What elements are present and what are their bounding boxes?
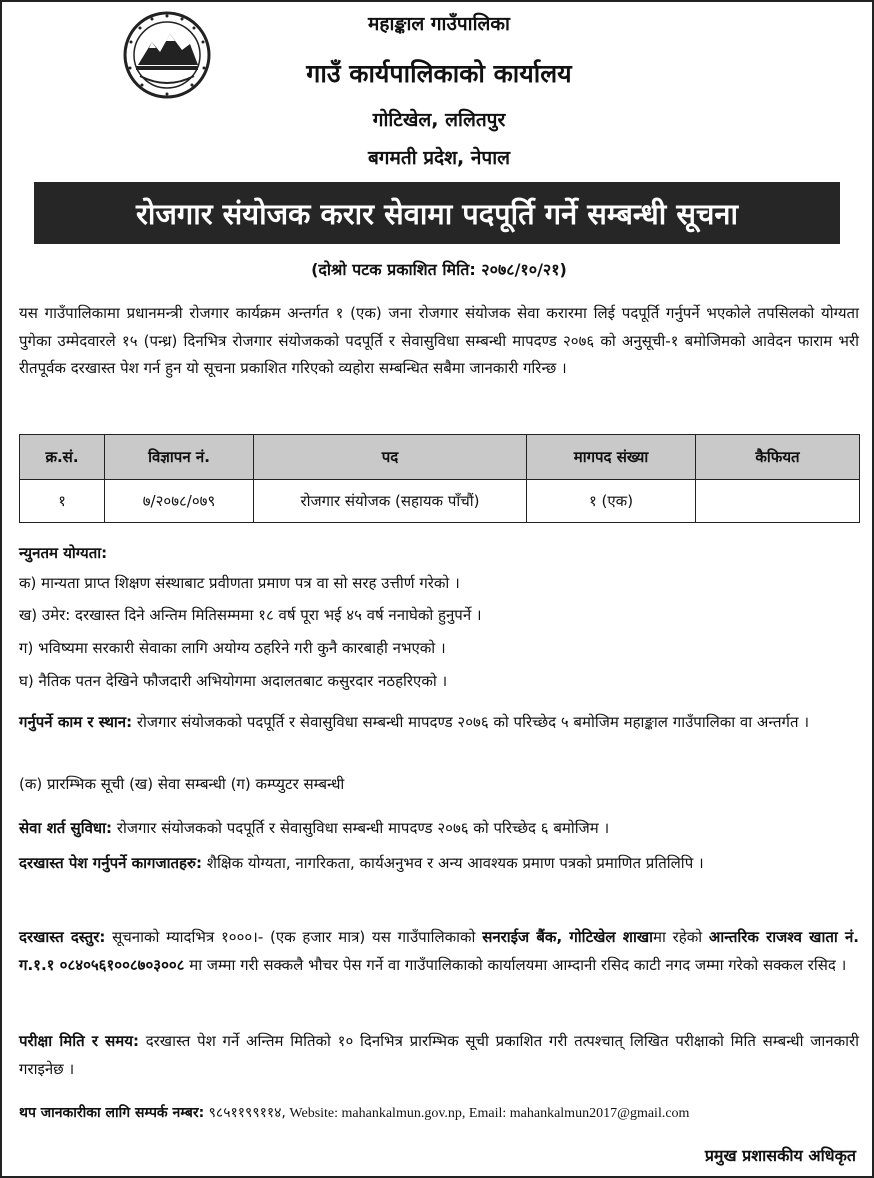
documents-section (19, 850, 859, 878)
notice-title-banner (34, 182, 840, 244)
fee-label: दरखास्त दस्तुर: (19, 928, 106, 946)
col-header-ad-no: विज्ञापन नं. (105, 435, 254, 480)
work-section (19, 709, 859, 737)
exam-section (19, 1028, 859, 1083)
service-section (19, 815, 859, 843)
province-country: बगमती प्रदेश, नेपाल (367, 147, 511, 169)
municipality-name: महाङ्काल गाउँपालिका (368, 13, 510, 35)
cell-quantity: १ (एक) (527, 480, 696, 523)
work-list: (क) प्रारम्भिक सूची (ख) सेवा सम्बन्धी (ग) कम्प्युटर सम्बन्धी (19, 775, 345, 793)
signatory: प्रमुख प्रशासकीय अधिकृत (704, 1146, 856, 1165)
table-header-row (20, 435, 860, 480)
documents-text: शैक्षिक योग्यता, नागरिकता, कार्यअनुभव र अन्य आवश्यक प्रमाण पत्रको प्रमाणित प्रतिलिपि । (202, 854, 704, 872)
contact-label: थप जानकारीका लागि सम्पर्क नम्बर: (19, 1105, 205, 1121)
col-header-quantity: मागपद संख्या (527, 435, 696, 480)
account-number: आन्तरिक राजश्व खाता नं. ग.१.१ ०८४०५६१००८७०३००८ (19, 928, 859, 974)
qualification-item: क) मान्यता प्राप्त शिक्षण संस्थाबाट प्रवीणता प्रमाण पत्र वा सो सरह उत्तीर्ण गरेको । (19, 574, 460, 592)
office-name: गाउँ कार्यपालिकाको कार्यालय (306, 59, 572, 88)
qualification-item: घ) नैतिक पतन देखिने फौजदारी अभियोगमा अदालतबाट कसुरदार नठहरिएको । (19, 672, 448, 690)
col-header-remarks: कैफियत (696, 435, 860, 480)
bank-branch: सनराईज बैंक, गोटिखेल शाखा (482, 928, 654, 946)
col-header-sn: क्र.सं. (20, 435, 105, 480)
vacancy-table (19, 434, 860, 523)
contact-phone: ९८५११९९११४, (204, 1105, 286, 1121)
intro-paragraph: यस गाउँपालिकामा प्रधानमन्त्री रोजगार कार्यक्रम अन्तर्गत १ (एक) जना रोजगार संयोजक सेवा करारमा लिई पदपूर्ति गर्नुपर्ने भएकोले तपसिलको योग्यता पुगेका उम्मेदवारले १५ (पन्ध्र) दिनभित्र रोजगार संयोजकको पदपूर्ति र सेवासुविधा सम्बन्धी मापदण्ड २०७६ को अनुसूची-१ बमोजिमको आवेदन फाराम भरी रीतपूर्वक दरखास्त पेश गर्न हुन यो सूचना प्रकाशित गरिएको व्यहोरा सम्बन्धित सबैमा जानकारी गरिन्छ । (19, 304, 859, 377)
service-text: रोजगार संयोजकको पदपूर्ति र सेवासुविधा सम्बन्धी मापदण्ड २०७६ को परिच्छेद ६ बमोजिम । (112, 819, 610, 837)
qualification-item: ख) उमेर: दरखास्त दिने अन्तिम मितिसम्ममा १८ वर्ष पूरा भई ४५ वर्ष ननाघेको हुनुपर्ने । (19, 606, 482, 624)
contact-line (19, 1103, 864, 1122)
work-text: रोजगार संयोजकको पदपूर्ति र सेवासुविधा सम्बन्धी मापदण्ड २०७६ को परिच्छेद ५ बमोजिम महाङ्काल गाउँपालिका वा अन्तर्गत । (132, 713, 810, 731)
exam-label: परीक्षा मिति र समय: (19, 1032, 139, 1050)
notice-title: रोजगार संयोजक करार सेवामा पदपूर्ति गर्ने सम्बन्धी सूचना (136, 196, 738, 231)
office-address: गोटिखेल, ललितपुर (372, 109, 506, 131)
cell-ad-no: ७/२०७८/०७९ (105, 480, 254, 523)
service-label: सेवा शर्त सुविधा: (19, 819, 113, 837)
fee-section: दरखास्त दस्तुर: सूचनाको म्यादभित्र १०००।- (एक हजार मात्र) यस गाउँपालिकाको सनराईज बैंक, गोटिखेल शाखामा रहेको आन्तरिक राजश्व खाता नं. ग.१.१ ०८४०५६१००८७०३००८ मा जम्मा गरी सक्कलै भौचर पेस गर्ने वा गाउँपालिकाको कार्यालयमा आम्दानी रसिद काटी नगद जम्मा गरेको सक्कल रसिद । (19, 928, 859, 974)
exam-text: दरखास्त पेश गर्ने अन्तिम मितिको १० दिनभित्र प्रारम्भिक सूची प्रकाशित गरी तत्पश्चात् लिखित परीक्षाको मिति सम्बन्धी जानकारी गराइनेछ । (19, 1032, 859, 1078)
documents-label: दरखास्त पेश गर्नुपर्ने कागजातहरु: (19, 854, 202, 872)
qualification-item: ग) भविष्यमा सरकारी सेवाका लागि अयोग्य ठहरिने गरी कुनै कारबाही नभएको । (19, 639, 446, 657)
work-label: गर्नुपर्ने काम र स्थान: (19, 713, 133, 731)
cell-remarks (696, 480, 860, 523)
table-row (20, 480, 860, 523)
publish-date: (दोश्रो पटक प्रकाशित मिति: २०७८/१०/२१) (311, 260, 567, 279)
qualification-heading: न्युनतम योग्यता: (19, 544, 108, 562)
cell-post: रोजगार संयोजक (सहायक पाँचौं) (254, 480, 527, 523)
contact-web-email: Website: mahankalmun.gov.np, Email: mahankalmun2017@gmail.com (285, 1106, 690, 1121)
cell-sn: १ (20, 480, 105, 523)
col-header-post: पद (254, 435, 527, 480)
